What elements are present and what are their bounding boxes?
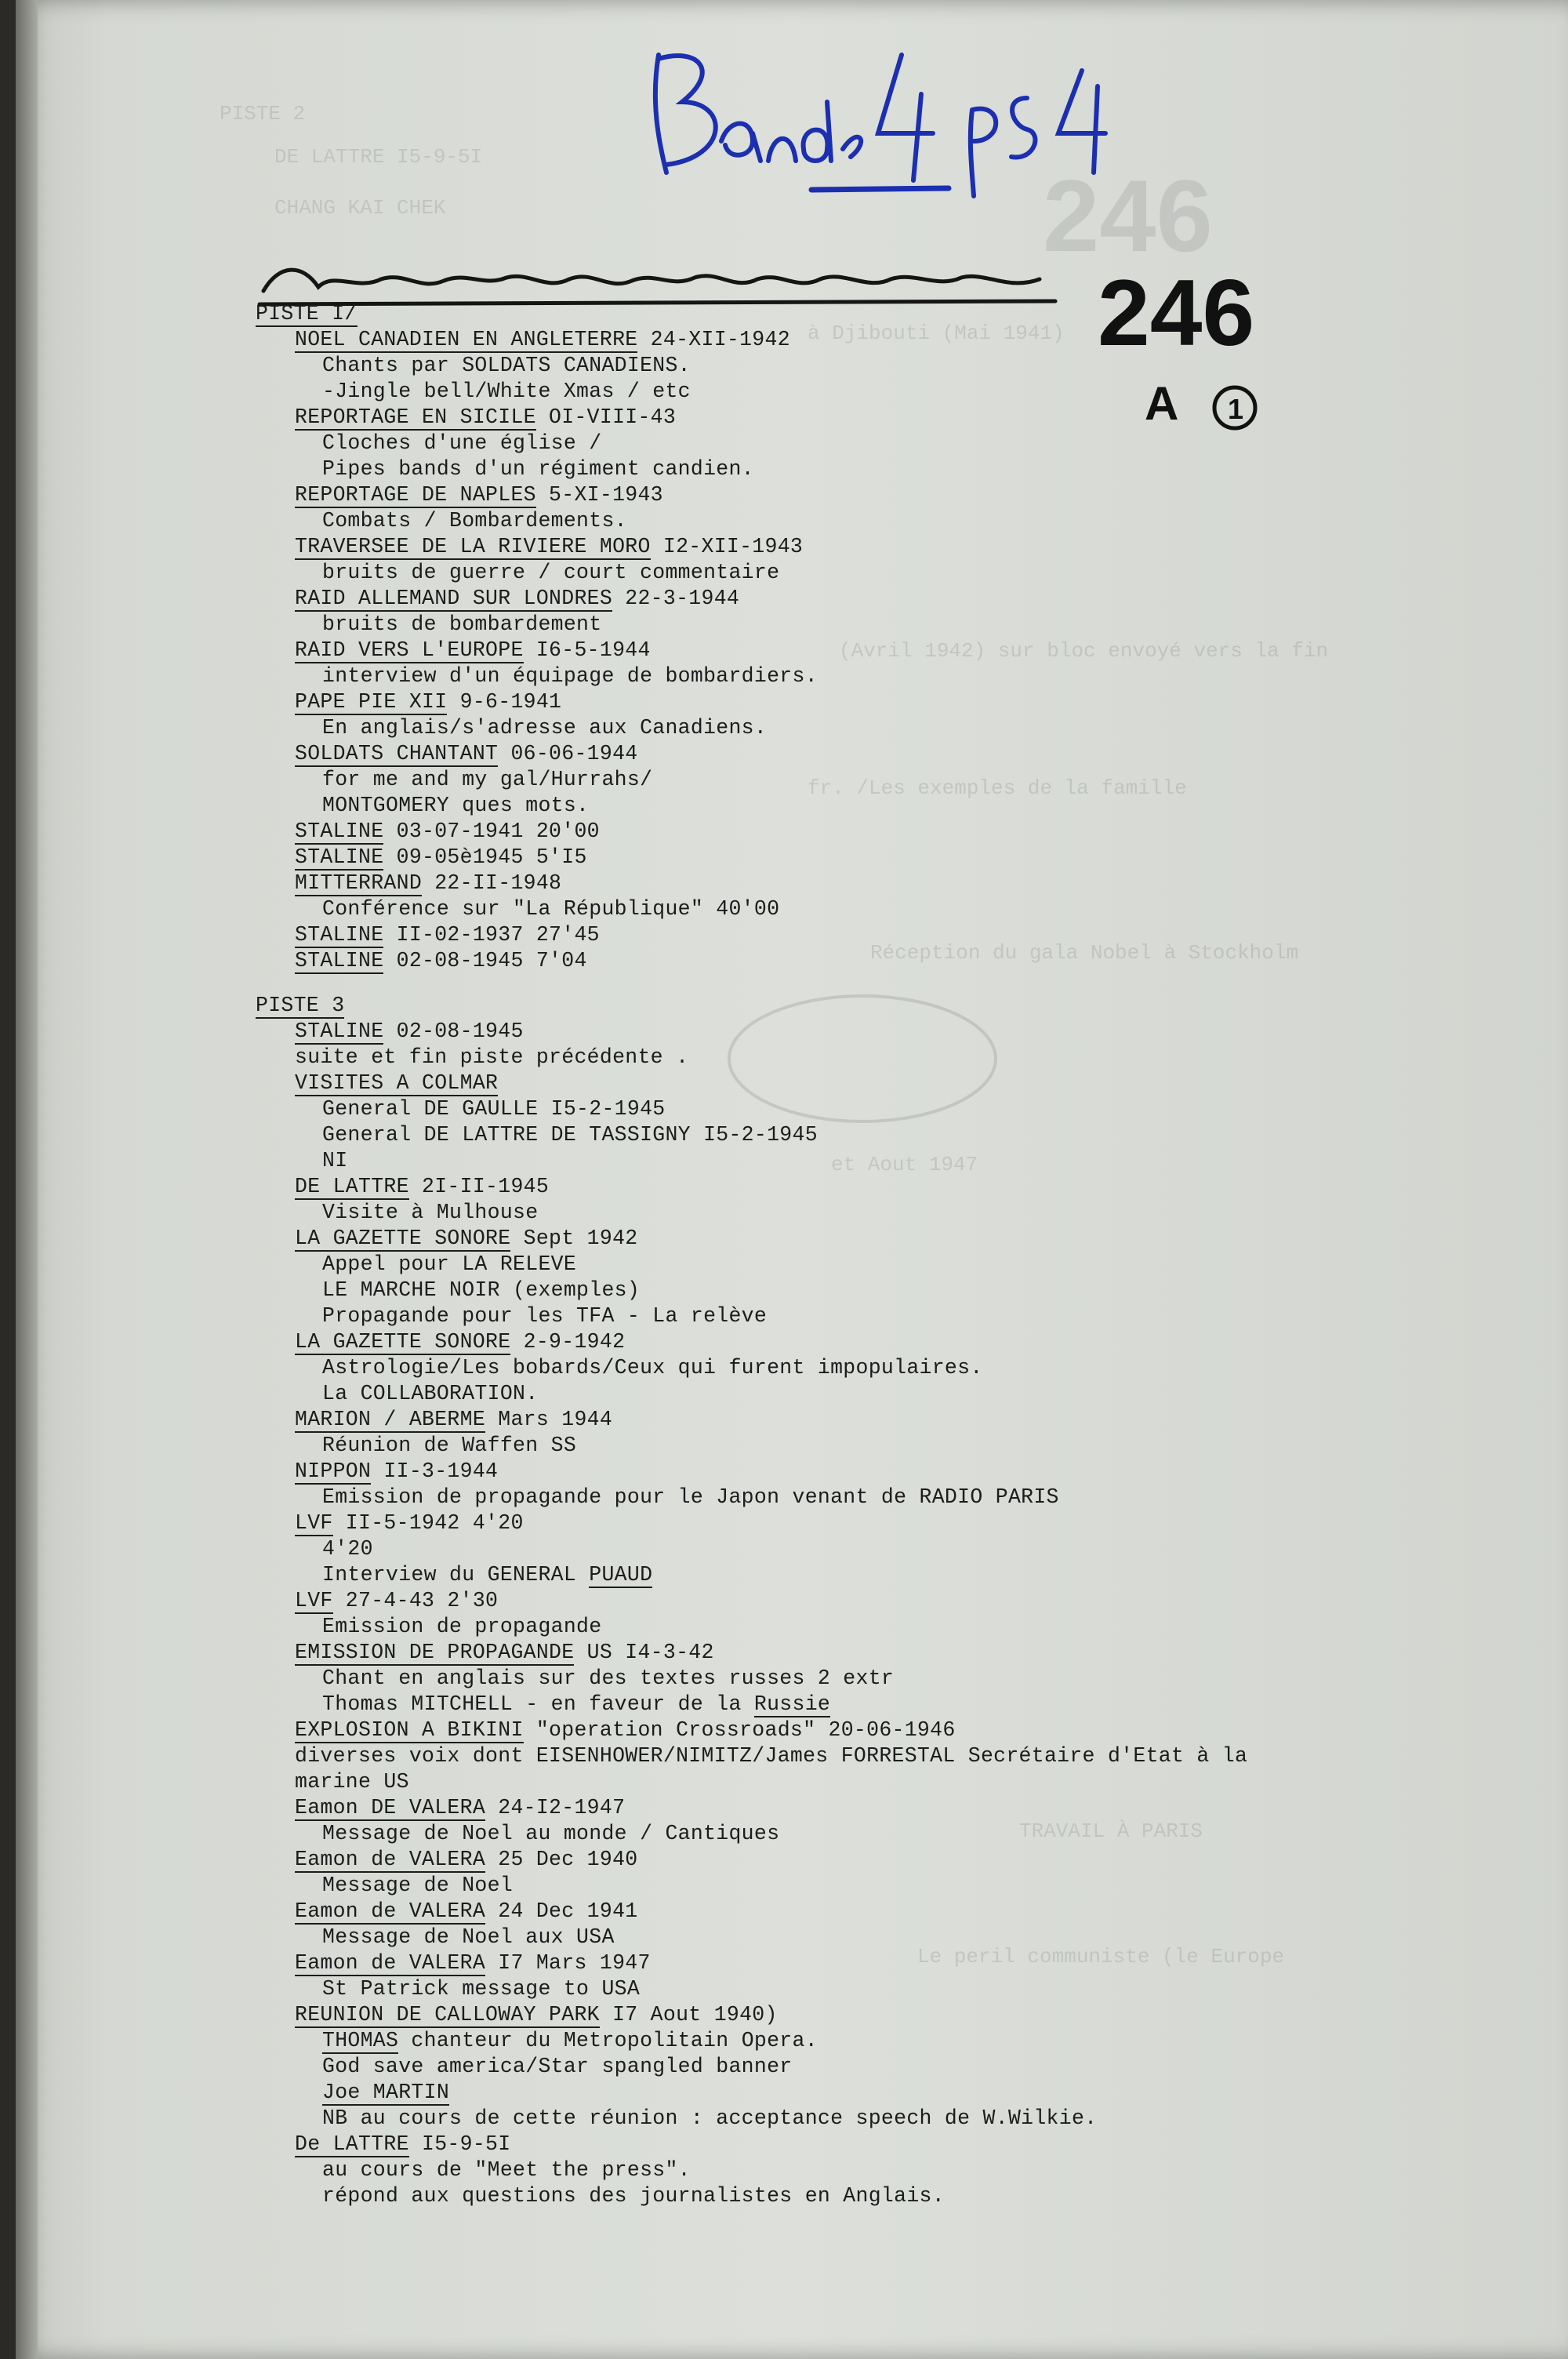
handwritten-label-icon <box>635 24 1137 204</box>
recording-entry <box>256 405 1392 431</box>
line-text: God save america/Star spangled banner <box>322 2055 793 2078</box>
line-text: Thomas MITCHELL - en faveur de la <box>322 1692 754 1716</box>
recording-note <box>256 767 1392 793</box>
recording-note <box>256 2183 1392 2209</box>
line-text: NI <box>322 1149 348 1172</box>
typed-listing <box>256 301 1392 2209</box>
line-text: Conférence sur "La République" 40'00 <box>322 897 780 921</box>
line-text: LVF <box>295 1511 333 1535</box>
line-text: au cours de "Meet the press". <box>322 2158 691 2182</box>
line-detail: 2I-II-1945 <box>408 1175 550 1198</box>
line-text: PISTE 3 <box>256 994 345 1017</box>
recording-note <box>256 1148 1392 1174</box>
line-text: interview d'un équipage de bombardiers. <box>322 664 818 688</box>
line-text: La COLLABORATION. <box>322 1382 539 1405</box>
line-detail: II-3-1944 <box>371 1459 499 1483</box>
line-detail: 09-05è1945 5'I5 <box>383 845 587 869</box>
recording-note <box>256 379 1392 405</box>
line-detail: 02-08-1945 <box>383 1020 524 1043</box>
line-detail: 02-08-1945 7'04 <box>383 949 587 972</box>
recording-note <box>256 1278 1392 1303</box>
line-detail: 25 Dec 1940 <box>485 1848 638 1871</box>
recording-note <box>256 2106 1392 2132</box>
recording-note <box>256 1536 1392 1562</box>
line-text: TRAVERSEE DE LA RIVIERE MORO <box>295 535 651 558</box>
recording-note <box>256 1692 1392 1717</box>
line-detail: 27-4-43 2'30 <box>332 1589 499 1612</box>
recording-entry <box>256 482 1392 508</box>
line-text: Joe MARTIN <box>322 2081 450 2104</box>
svg-text:1: 1 <box>1228 393 1244 425</box>
line-text: Pipes bands d'un régiment candien. <box>322 457 754 481</box>
line-detail: "operation Crossroads" 20-06-1946 <box>523 1718 956 1742</box>
recording-note <box>256 2157 1392 2183</box>
line-detail: 9-6-1941 <box>447 690 562 714</box>
line-text: Message de Noel au monde / Cantiques <box>322 1822 780 1845</box>
line-text: REPORTAGE EN SICILE <box>295 405 536 429</box>
line-text: THOMAS <box>322 2029 399 2052</box>
line-text: répond aux questions des journalistes en Anglais. <box>322 2184 945 2208</box>
line-text: 4'20 <box>322 1537 373 1561</box>
line-text: NB au cours de cette réunion : acceptance speech de W.Wilkie. <box>322 2106 1098 2130</box>
line-detail: 5-XI-1943 <box>535 483 663 507</box>
recording-note <box>256 1562 1392 1588</box>
line-text: bruits de guerre / court commentaire <box>322 561 780 584</box>
line-text: PISTE I/ <box>256 302 358 325</box>
recording-note <box>256 1485 1392 1510</box>
recording-note <box>256 1096 1392 1122</box>
recording-note <box>256 1355 1392 1381</box>
recording-note <box>256 560 1392 586</box>
line-text: NOEL CANADIEN EN ANGLETERRE <box>295 328 638 351</box>
line-text: LE MARCHE NOIR (exemples) <box>322 1278 641 1302</box>
recording-entry <box>256 1407 1392 1433</box>
line-detail: I7 Aout 1940) <box>599 2003 778 2026</box>
line-text: diverses voix dont EISENHOWER/NIMITZ/James FORRESTAL Secrétaire d'Etat à la <box>295 1744 1248 1768</box>
line-text: MARION / ABERME <box>295 1408 486 1431</box>
line-detail: I2-XII-1943 <box>650 535 804 558</box>
line-text: PAPE PIE XII <box>295 690 448 714</box>
recording-entry <box>256 922 1392 948</box>
recording-entry <box>256 1459 1392 1485</box>
line-text: En anglais/s'adresse aux Canadiens. <box>322 716 768 740</box>
line-detail: 06-06-1944 <box>498 742 638 765</box>
line-text: Chants par SOLDATS CANADIENS. <box>322 354 691 377</box>
recording-entry <box>256 1950 1392 1976</box>
recording-note <box>256 1743 1392 1769</box>
recording-note <box>256 663 1392 689</box>
recording-entry <box>256 845 1392 871</box>
recording-entry <box>256 741 1392 767</box>
line-text: St Patrick message to USA <box>322 1977 641 2001</box>
line-text: Eamon de VALERA <box>295 1899 486 1923</box>
line-text: LA GAZETTE SONORE <box>295 1330 511 1354</box>
line-text: bruits de bombardement <box>322 612 602 636</box>
recording-entry <box>256 1847 1392 1873</box>
recording-note <box>256 793 1392 819</box>
recording-note <box>256 1614 1392 1640</box>
line-text: EXPLOSION A BIKINI <box>295 1718 524 1742</box>
line-detail: US I4-3-42 <box>574 1641 714 1664</box>
line-text: Emission de propagande <box>322 1615 602 1638</box>
track-heading <box>256 993 1392 1019</box>
recording-note <box>256 1200 1392 1226</box>
recording-entry <box>256 2028 1392 2054</box>
line-text: suite et fin piste précédente . <box>295 1045 689 1069</box>
recording-note <box>256 1821 1392 1847</box>
line-underlined-word: Russie <box>753 1692 831 1716</box>
line-text: VISITES A COLMAR <box>295 1071 499 1095</box>
line-text: MITTERRAND <box>295 871 423 895</box>
line-text: MONTGOMERY ques mots. <box>322 794 590 817</box>
line-text: Emission de propagande pour le Japon venant de RADIO PARIS <box>322 1485 1059 1509</box>
svg-text:246: 246 <box>1098 260 1255 365</box>
recording-entry <box>256 689 1392 715</box>
recording-note <box>256 1252 1392 1278</box>
document-page: PISTE 2 DE LATTRE I5-9-5I CHANG KAI CHEK à Djibouti (Mai 1941) (Avril 1942) sur bloc envoyé vers la fin fr. /Les exemples de la famille Réception du gala Nobel à Stockholm et Aout 1947 TRAVAIL À PARIS Le peril communiste (le Europe 246 246 A 1 PISTE I/ NOEL CANADIEN EN ANGLETERRE 24-XII-1942 Chants par SOLDATS CANADIENS. -Jingle bell/White Xmas / etc REPORTAGE EN SICILE OI-VIII-43 Cloches d'une église / Pipes bands d'un régiment candien. REPORTAGE DE NAPLES 5-XI-1943 Combats / Bombardements. TRAVERSEE DE LA RIVIERE MORO I2-XII-1943 bruits de guerre / court commentaire RAID ALLEMAND SUR LONDRES 22-3-1944 bruits de bombardement RAID VERS L'EUROPE I6-5-1944 interview d'un équipage de bombardiers. PAPE PIE XII 9-6-1941 En anglais/s'adresse aux Canadiens. SOLDATS CHANTANT 06-06-1944 for me and my gal/Hurrahs/ MONTGOMERY ques mots. STALINE 03-07-1941 20'00 STALINE 09-05è1945 5'I5 MITTERRAND 22-II-1948 Conférence sur "La République" 40'00 STALINE II-02-1937 27'45 STALINE 02-08-1945 7'04 PISTE 3 STALINE 02-08-1945 suite et fin piste précédente . VISITES A COLMAR General DE GAULLE I5-2-1945 General DE LATTRE DE TASSIGNY I5-2-1945 NI DE LATTRE 2I-II-1945 Visite à Mulhouse LA GAZETTE SONORE Sept 1942 Appel pour LA RELEVE LE MARCHE NOIR (exemples) Propagande pour les TFA - La relève LA GAZETTE SONORE 2-9-1942 Astrologie/Les bobards/Ceux qui furent impopulaires. La COLLABORATION. MARION / ABERME Mars 1944 Réunion de Waffen SS NIPPON II-3-1944 Emission de propagande pour le Japon venant de RADIO PARIS LVF II-5-1942 4'20 4'20 Interview du GENERAL PUAUD LVF 27-4-43 2'30 Emission de propagande EMISSION DE PROPAGANDE US I4-3-42 Chant en anglais sur des textes russes 2 extr Thomas MITCHELL - en faveur de la Russie EXPLOSION A BIKINI "operation Crossroads" 20-06-1946 diverses voix dont EISENHOWER/NIMITZ/James FORRESTAL Secrétaire d'Etat à la marine US Eamon DE VALERA 24-I2-1947 Message de Noel au monde / Cantiques Eamon de VALERA 25 Dec 1940 Message de Noel Eamon de VALERA 24 Dec 1941 Message de Noel aux USA Eamon de VALERA I7 Mars 1947 St Patrick message to USA REUNION DE CALLOWAY PARK I7 Aout 1940) THOMAS chanteur du Metropolitain Opera. God save america/Star spangled banner Joe MARTIN NB au cours de cette réunion : acceptance speech de W.Wilkie. De LATTRE I5-9-5I au cours de "Meet the press". répond aux questions des journalistes en Anglais. <box>16 0 1568 2359</box>
line-text: Message de Noel aux USA <box>322 1925 615 1949</box>
recording-note <box>256 431 1392 456</box>
line-detail: chanteur du Metropolitain Opera. <box>398 2029 818 2052</box>
recording-entry <box>256 586 1392 612</box>
recording-note <box>256 1433 1392 1459</box>
line-text: LVF <box>295 1589 333 1612</box>
line-text: STALINE <box>295 845 384 869</box>
recording-note <box>256 612 1392 638</box>
recording-note <box>256 2054 1392 2080</box>
recording-note <box>256 1769 1392 1795</box>
line-detail: OI-VIII-43 <box>535 405 677 429</box>
line-text: DE LATTRE <box>295 1175 409 1198</box>
recording-entry <box>256 534 1392 560</box>
recording-entry <box>256 327 1392 353</box>
svg-text:A: A <box>1145 377 1179 430</box>
recording-entry <box>256 871 1392 896</box>
recording-entry <box>256 1070 1392 1096</box>
line-text: REPORTAGE DE NAPLES <box>295 483 536 507</box>
recording-entry <box>256 638 1392 663</box>
recording-entry <box>256 1174 1392 1200</box>
line-text: STALINE <box>295 949 384 972</box>
recording-entry <box>256 1019 1392 1045</box>
line-text: STALINE <box>295 923 384 947</box>
recording-note <box>256 1303 1392 1329</box>
line-text: De LATTRE <box>295 2132 409 2156</box>
recording-entry <box>256 2080 1392 2106</box>
line-text: for me and my gal/Hurrahs/ <box>322 768 653 791</box>
line-detail: 24-I2-1947 <box>485 1796 626 1819</box>
line-detail: II-02-1937 27'45 <box>383 923 600 947</box>
recording-entry <box>256 1510 1392 1536</box>
line-text: STALINE <box>295 1020 384 1043</box>
recording-entry <box>256 819 1392 845</box>
line-text: SOLDATS CHANTANT <box>295 742 499 765</box>
line-text: Interview du GENERAL <box>322 1563 590 1587</box>
line-detail: 22-3-1944 <box>612 587 740 610</box>
line-detail: 22-II-1948 <box>422 871 562 895</box>
recording-note <box>256 1122 1392 1148</box>
recording-note <box>256 715 1392 741</box>
line-detail: I6-5-1944 <box>523 638 651 662</box>
recording-note <box>256 353 1392 379</box>
line-text: Visite à Mulhouse <box>322 1201 539 1224</box>
recording-note <box>256 456 1392 482</box>
line-text: General DE GAULLE I5-2-1945 <box>322 1097 666 1121</box>
line-detail: II-5-1942 4'20 <box>332 1511 524 1535</box>
line-underlined-word: PUAUD <box>589 1563 653 1587</box>
line-text: NIPPON <box>295 1459 372 1483</box>
recording-entry <box>256 1329 1392 1355</box>
line-detail: 24 Dec 1941 <box>485 1899 638 1923</box>
recording-entry <box>256 1795 1392 1821</box>
line-detail: I7 Mars 1947 <box>485 1951 651 1975</box>
recording-note <box>256 1873 1392 1899</box>
recording-note <box>256 1925 1392 1950</box>
recording-entry <box>256 1640 1392 1666</box>
track-heading <box>256 301 1392 327</box>
recording-entry <box>256 948 1392 974</box>
recording-entry <box>256 2002 1392 2028</box>
recording-entry <box>256 2132 1392 2157</box>
line-text: Propagande pour les TFA - La relève <box>322 1304 768 1328</box>
line-detail: 2-9-1942 <box>510 1330 626 1354</box>
line-text: STALINE <box>295 820 384 843</box>
line-text: Chant en anglais sur des textes russes 2 extr <box>322 1667 895 1690</box>
line-text: Eamon de VALERA <box>295 1848 486 1871</box>
line-text: REUNION DE CALLOWAY PARK <box>295 2003 600 2026</box>
line-detail: 24-XII-1942 <box>637 328 790 351</box>
recording-note <box>256 1045 1392 1070</box>
recording-entry <box>256 1226 1392 1252</box>
line-detail: Sept 1942 <box>510 1227 638 1250</box>
recording-entry <box>256 1899 1392 1925</box>
recording-note <box>256 1381 1392 1407</box>
recording-entry <box>256 1717 1392 1743</box>
recording-note <box>256 1976 1392 2002</box>
line-text: General DE LATTRE DE TASSIGNY I5-2-1945 <box>322 1123 818 1147</box>
line-text: Eamon de VALERA <box>295 1951 486 1975</box>
line-text: Combats / Bombardements. <box>322 509 627 533</box>
line-text: Cloches d'une église / <box>322 431 602 455</box>
line-detail: Mars 1944 <box>485 1408 613 1431</box>
line-text: Astrologie/Les bobards/Ceux qui furent impopulaires. <box>322 1356 983 1379</box>
line-text: EMISSION DE PROPAGANDE <box>295 1641 575 1664</box>
line-text: RAID VERS L'EUROPE <box>295 638 524 662</box>
line-detail: 03-07-1941 20'00 <box>383 820 600 843</box>
recording-note <box>256 508 1392 534</box>
line-text: marine US <box>295 1770 409 1794</box>
recording-note <box>256 896 1392 922</box>
line-text: LA GAZETTE SONORE <box>295 1227 511 1250</box>
line-text: Réunion de Waffen SS <box>322 1434 577 1457</box>
line-text: -Jingle bell/White Xmas / etc <box>322 380 691 403</box>
line-detail: I5-9-5I <box>408 2132 511 2156</box>
line-text: Message de Noel <box>322 1874 514 1897</box>
section-gap <box>256 974 1392 993</box>
line-text: RAID ALLEMAND SUR LONDRES <box>295 587 613 610</box>
binding-edge <box>16 0 38 2359</box>
line-text: Appel pour LA RELEVE <box>322 1252 577 1276</box>
line-text: Eamon DE VALERA <box>295 1796 486 1819</box>
recording-entry <box>256 1588 1392 1614</box>
recording-note <box>256 1666 1392 1692</box>
